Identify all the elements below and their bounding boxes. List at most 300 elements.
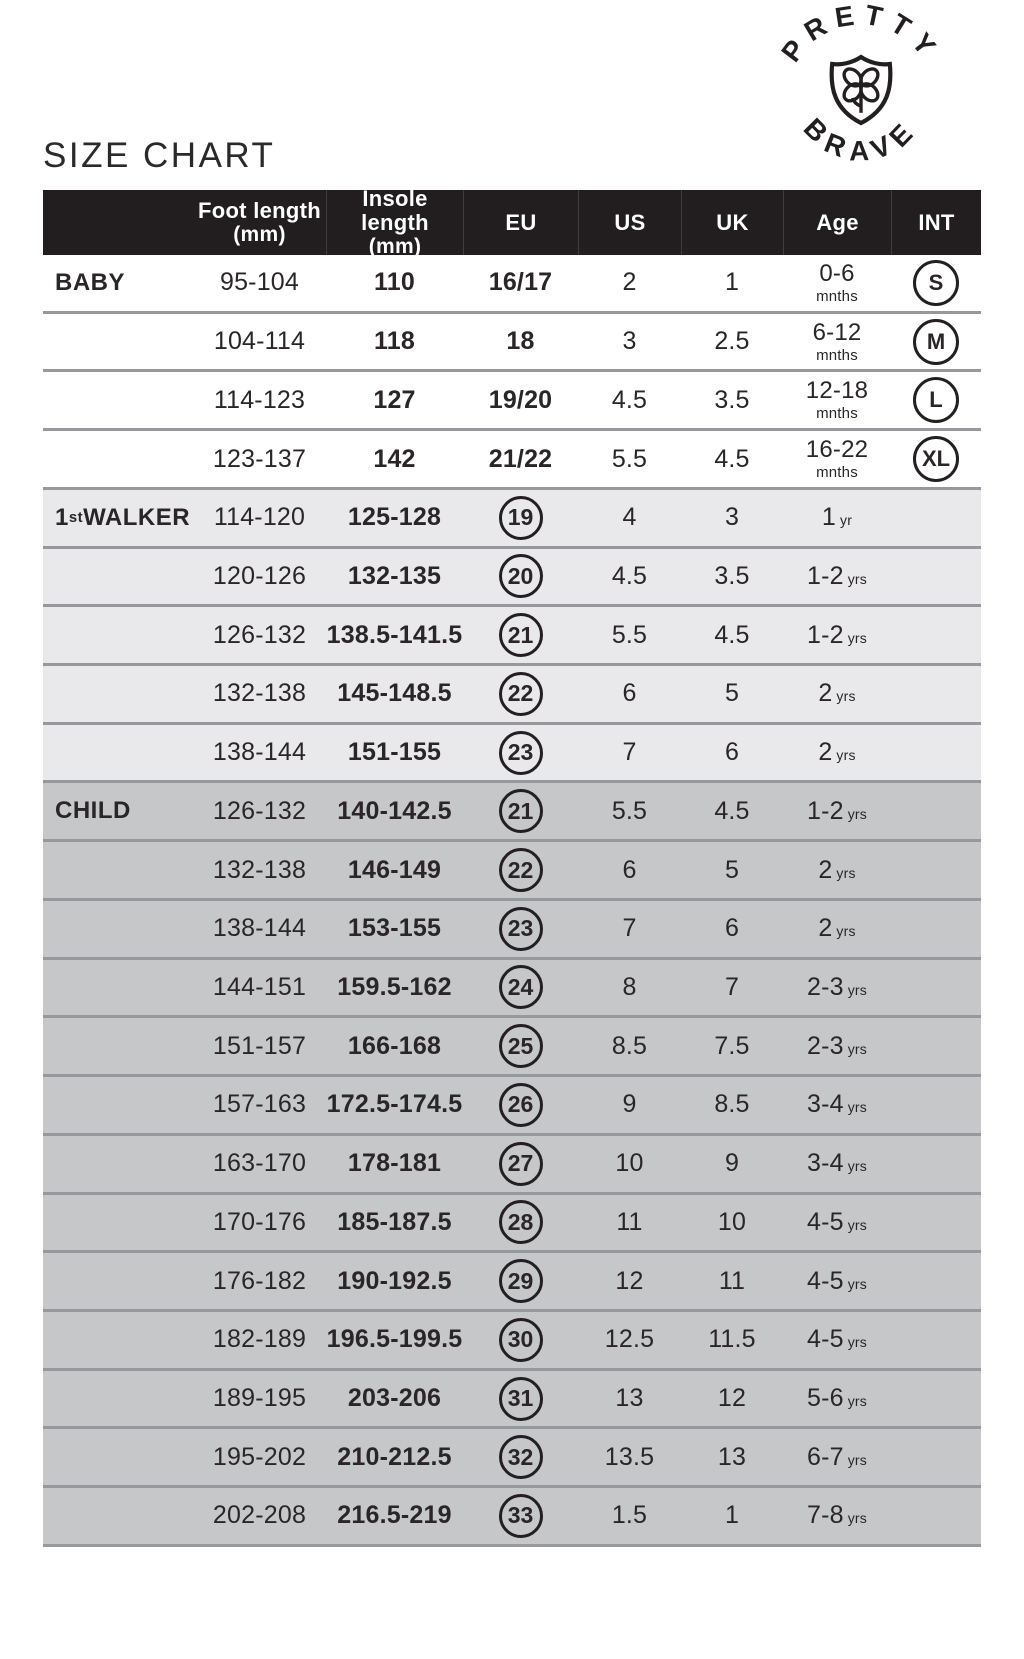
table-row-first-walker: [43, 490, 981, 549]
cell-insole-length: [326, 255, 463, 311]
cell-uk-size: 10: [717, 1207, 747, 1236]
cell-uk-size: 7: [724, 972, 740, 1001]
age-number: 2: [818, 679, 833, 708]
cell-foot-length: 151-157: [212, 1031, 307, 1060]
cell-insole-length: [326, 1253, 463, 1309]
cell-uk-size: 6: [724, 914, 740, 943]
cell-eu-size: [463, 1018, 578, 1074]
cell-uk-size: 6: [724, 738, 740, 767]
header-cell-age: [783, 190, 891, 255]
header-sublabel: (mm): [368, 234, 422, 258]
header-cell-foot-length: [193, 190, 326, 255]
int-size-badge: XL: [913, 436, 959, 482]
cell-age: [783, 666, 891, 722]
cell-uk-size: 4.5: [714, 796, 750, 825]
age-number: 1: [821, 503, 837, 532]
cell-foot-length: 132-138: [212, 679, 307, 708]
cell-us-size: 5.5: [611, 444, 648, 473]
cell-int-size: [891, 725, 981, 781]
cell-uk-size: 3.5: [714, 385, 750, 414]
cell-age: [783, 725, 891, 781]
header-label: Foot length: [197, 197, 322, 223]
cell-age: [783, 314, 891, 370]
age-value-group: [807, 1090, 867, 1119]
age-value-group: [807, 1443, 867, 1472]
header-label: Age: [816, 209, 859, 235]
cell-age: [783, 960, 891, 1016]
age-unit: yrs: [847, 981, 867, 998]
table-row-baby: [43, 431, 981, 490]
age-unit: yr: [840, 512, 853, 529]
cell-eu-size: [463, 1371, 578, 1427]
age-value-group: [818, 914, 855, 943]
cell-uk-size: 9: [724, 1149, 740, 1178]
cell-int-size: [891, 1371, 981, 1427]
age-number: 2-3: [807, 1031, 844, 1060]
section-label-text: CHILD: [55, 797, 131, 825]
cell-age: [783, 431, 891, 487]
insole-value: 203-206: [347, 1384, 442, 1413]
cell-int-size: [891, 1195, 981, 1251]
cell-uk-size: 7.5: [714, 1031, 750, 1060]
eu-size-badge: 25: [499, 1024, 543, 1068]
insole-value: 210-212.5: [337, 1442, 452, 1471]
cell-insole-length: [326, 1371, 463, 1427]
cell-age: [783, 1136, 891, 1192]
cell-eu-size: [463, 666, 578, 722]
cell-eu-size: [463, 1077, 578, 1133]
cell-section-label: [43, 1195, 193, 1251]
cell-us-size: 13.5: [604, 1442, 655, 1471]
age-unit: yrs: [847, 1275, 867, 1292]
insole-value: 172.5-174.5: [326, 1090, 463, 1119]
eu-size-badge: 22: [499, 848, 543, 892]
cell-section-label: [43, 1488, 193, 1544]
cell-eu-size: [463, 1429, 578, 1485]
eu-size-badge: 26: [499, 1083, 543, 1127]
age-number: 5-6: [807, 1384, 844, 1413]
age-number: 2: [818, 914, 833, 943]
cell-section-label: [43, 1018, 193, 1074]
cell-eu-size: [463, 372, 578, 428]
cell-foot-length: 123-137: [212, 444, 307, 473]
cell-us-size: 6: [622, 679, 637, 708]
age-value-group: [807, 973, 867, 1002]
table-row-child: [43, 1253, 981, 1312]
insole-value: 159.5-162: [337, 972, 452, 1001]
cell-uk-size: 5: [724, 679, 740, 708]
cell-int-size: [891, 842, 981, 898]
cell-uk-size: 3: [724, 503, 740, 532]
cell-us-size: 5.5: [611, 620, 648, 649]
cell-eu-size: [463, 255, 578, 311]
cell-insole-length: [326, 1077, 463, 1133]
cell-insole-length: [326, 783, 463, 839]
cell-foot-length: 182-189: [212, 1325, 307, 1354]
age-value-group: [807, 1208, 867, 1237]
cell-age: [783, 1429, 891, 1485]
cell-section-label: [43, 725, 193, 781]
table-header-row: [43, 185, 981, 258]
age-number: 4-5: [807, 1325, 844, 1354]
table-row-child: [43, 842, 981, 901]
insole-value: 153-155: [347, 914, 442, 943]
cell-foot-length: 202-208: [212, 1501, 307, 1530]
int-size-badge: M: [913, 319, 959, 365]
age-number: 1-2: [807, 561, 844, 590]
cell-us-size: 11: [616, 1207, 643, 1236]
cell-foot-length: 95-104: [219, 268, 300, 297]
cell-section-label: [43, 783, 193, 839]
cell-age: [783, 1077, 891, 1133]
age-unit: mnths: [816, 346, 858, 364]
age-number: 2: [818, 855, 833, 884]
cell-insole-length: [326, 490, 463, 546]
cell-eu-size: [463, 1253, 578, 1309]
age-number: 12-18: [805, 377, 869, 405]
cell-foot-length: 126-132: [212, 620, 307, 649]
age-value-group: [818, 679, 855, 708]
age-unit: yrs: [836, 747, 856, 764]
cell-insole-length: [326, 1195, 463, 1251]
cell-eu-size: [463, 314, 578, 370]
cell-us-size: 13: [615, 1384, 644, 1413]
table-row-first-walker: [43, 725, 981, 784]
insole-value: 166-168: [347, 1031, 442, 1060]
cell-int-size: [891, 314, 981, 370]
insole-value: 145-148.5: [337, 679, 452, 708]
table-row-baby: [43, 314, 981, 373]
cell-uk-size: 8.5: [714, 1090, 750, 1119]
cell-insole-length: [326, 1429, 463, 1485]
age-value-group: [818, 856, 855, 885]
age-number: 4-5: [807, 1207, 844, 1236]
age-number: 4-5: [807, 1266, 844, 1295]
cell-int-size: [891, 960, 981, 1016]
cell-foot-length: 126-132: [212, 796, 307, 825]
cell-insole-length: [326, 1312, 463, 1368]
age-unit: yrs: [847, 1334, 867, 1351]
cell-foot-length: 157-163: [212, 1090, 307, 1119]
cell-age: [783, 901, 891, 957]
section-label-text: st: [68, 509, 84, 526]
cell-foot-length: 176-182: [212, 1266, 307, 1295]
age-unit: yrs: [836, 688, 856, 705]
cell-age: [783, 490, 891, 546]
cell-section-label: [43, 1136, 193, 1192]
age-value-group: [807, 1267, 867, 1296]
cell-int-size: [891, 1077, 981, 1133]
cell-us-size: 7: [622, 914, 637, 943]
eu-size-badge: 28: [499, 1200, 543, 1244]
shield-clover-icon: [832, 57, 891, 123]
cell-uk-size: 2.5: [714, 327, 750, 356]
age-number: 6-12: [812, 318, 862, 346]
eu-size-badge: 22: [499, 672, 543, 716]
insole-value: 127: [373, 385, 416, 414]
cell-age: [783, 1195, 891, 1251]
cell-section-label: [43, 372, 193, 428]
cell-us-size: 10: [615, 1149, 644, 1178]
cell-us-size: 4.5: [611, 561, 648, 590]
age-value-group: [818, 738, 855, 767]
insole-value: 190-192.5: [337, 1266, 452, 1295]
insole-value: 142: [373, 444, 416, 473]
age-value-group: [807, 1501, 867, 1530]
cell-foot-length: 132-138: [212, 855, 307, 884]
cell-int-size: [891, 607, 981, 663]
cell-insole-length: [326, 842, 463, 898]
table-row-child: [43, 1371, 981, 1430]
eu-size-badge: 23: [499, 731, 543, 775]
eu-value: 19/20: [488, 385, 553, 414]
cell-section-label: [43, 666, 193, 722]
cell-insole-length: [326, 1018, 463, 1074]
age-unit: yrs: [847, 1158, 867, 1175]
age-unit: mnths: [816, 405, 858, 423]
insole-value: 151-155: [347, 738, 442, 767]
header-cell-uk: [681, 190, 783, 255]
cell-section-label: [43, 1371, 193, 1427]
table-row-child: [43, 1136, 981, 1195]
size-chart-table: [43, 185, 981, 1547]
eu-size-badge: 32: [499, 1435, 543, 1479]
table-row-child: [43, 1429, 981, 1488]
cell-foot-length: 138-144: [212, 914, 307, 943]
cell-int-size: [891, 1253, 981, 1309]
page-title: SIZE CHART: [43, 136, 276, 175]
cell-uk-size: 11: [718, 1266, 746, 1295]
cell-insole-length: [326, 1488, 463, 1544]
cell-age: [783, 549, 891, 605]
cell-age: [783, 1312, 891, 1368]
cell-us-size: 5.5: [611, 796, 648, 825]
cell-eu-size: [463, 549, 578, 605]
cell-uk-size: 4.5: [714, 444, 750, 473]
cell-us-size: 7: [622, 738, 637, 767]
eu-value: 21/22: [488, 444, 553, 473]
age-unit: yrs: [847, 1040, 867, 1057]
age-value-group: [822, 503, 852, 532]
age-unit: mnths: [816, 464, 858, 482]
cell-int-size: [891, 1488, 981, 1544]
header-cell-insole-length: [326, 185, 463, 258]
eu-size-badge: 29: [499, 1259, 543, 1303]
table-row-child: [43, 1488, 981, 1547]
cell-insole-length: [326, 431, 463, 487]
cell-eu-size: [463, 490, 578, 546]
cell-foot-length: 189-195: [212, 1384, 307, 1413]
cell-int-size: [891, 1429, 981, 1485]
eu-size-badge: 27: [499, 1142, 543, 1186]
logo-arc-top-text: PRETTY: [775, 4, 947, 68]
header-label: EU: [505, 209, 537, 235]
cell-insole-length: [326, 607, 463, 663]
age-number: 2: [818, 738, 833, 767]
cell-int-size: [891, 1312, 981, 1368]
age-unit: yrs: [847, 570, 867, 587]
section-label-text: BABY: [55, 268, 126, 296]
age-value-group: [807, 1149, 867, 1178]
age-unit: yrs: [847, 629, 867, 646]
age-unit: yrs: [836, 864, 856, 881]
cell-foot-length: 114-123: [213, 385, 306, 414]
int-size-badge: L: [913, 377, 959, 423]
header-label: UK: [716, 209, 749, 235]
cell-section-label: [43, 255, 193, 311]
table-row-baby: [43, 255, 981, 314]
brand-logo: [765, 4, 957, 190]
table-row-first-walker: [43, 549, 981, 608]
insole-value: 118: [374, 327, 415, 356]
cell-foot-length: 163-170: [212, 1149, 307, 1178]
cell-section-label: [43, 901, 193, 957]
cell-uk-size: 12: [717, 1384, 747, 1413]
cell-age: [783, 1488, 891, 1544]
cell-us-size: 3: [622, 327, 637, 356]
cell-eu-size: [463, 783, 578, 839]
eu-size-badge: 21: [499, 789, 543, 833]
eu-value: 18: [506, 327, 535, 356]
age-unit: yrs: [847, 1099, 867, 1116]
table-row-child: [43, 960, 981, 1019]
eu-size-badge: 30: [499, 1318, 543, 1362]
eu-size-badge: 31: [499, 1377, 543, 1421]
cell-us-size: 12.5: [604, 1325, 655, 1354]
eu-size-badge: 23: [499, 907, 543, 951]
cell-age: [783, 1018, 891, 1074]
age-value-group: [807, 1384, 867, 1413]
cell-uk-size: 5: [724, 855, 740, 884]
insole-value: 140-142.5: [337, 796, 452, 825]
eu-size-badge: 19: [499, 496, 543, 540]
cell-us-size: 4: [622, 503, 637, 532]
cell-eu-size: [463, 842, 578, 898]
header-cell-empty: [43, 190, 193, 255]
age-value-group: [806, 379, 868, 421]
age-value-group: [807, 797, 867, 826]
cell-age: [783, 1253, 891, 1309]
cell-int-size: [891, 431, 981, 487]
cell-eu-size: [463, 901, 578, 957]
table-row-child: [43, 1018, 981, 1077]
cell-insole-length: [326, 666, 463, 722]
cell-section-label: [43, 1429, 193, 1485]
cell-eu-size: [463, 725, 578, 781]
table-row-baby: [43, 372, 981, 431]
cell-section-label: [43, 1077, 193, 1133]
age-value-group: [807, 1325, 867, 1354]
cell-insole-length: [326, 314, 463, 370]
age-value-group: [806, 438, 868, 480]
cell-uk-size: 4.5: [714, 620, 750, 649]
age-unit: yrs: [847, 1510, 867, 1527]
cell-foot-length: 120-126: [212, 561, 307, 590]
insole-value: 178-181: [347, 1149, 442, 1178]
table-row-child: [43, 1312, 981, 1371]
cell-eu-size: [463, 431, 578, 487]
age-number: 6-7: [807, 1442, 844, 1471]
cell-age: [783, 842, 891, 898]
age-unit: yrs: [847, 1393, 867, 1410]
age-value-group: [807, 1032, 867, 1061]
cell-section-label: [43, 607, 193, 663]
cell-uk-size: 11.5: [708, 1325, 756, 1354]
age-number: 3-4: [807, 1149, 844, 1178]
header-sublabel: (mm): [233, 222, 286, 246]
table-body: [43, 255, 981, 1547]
header-label: Insole length: [361, 185, 429, 235]
header-cell-eu: [463, 190, 578, 255]
cell-age: [783, 607, 891, 663]
cell-us-size: 6: [622, 855, 637, 884]
cell-insole-length: [326, 549, 463, 605]
insole-value: 125-128: [347, 503, 442, 532]
cell-us-size: 8.5: [611, 1031, 648, 1060]
int-size-badge: S: [913, 260, 959, 306]
cell-insole-length: [326, 372, 463, 428]
cell-uk-size: 1: [724, 268, 740, 297]
cell-int-size: [891, 783, 981, 839]
cell-foot-length: 114-120: [213, 503, 306, 532]
age-number: 2-3: [807, 972, 844, 1001]
eu-size-badge: 21: [499, 613, 543, 657]
insole-value: 146-149: [347, 855, 442, 884]
cell-int-size: [891, 372, 981, 428]
cell-foot-length: 144-151: [212, 972, 307, 1001]
table-row-child: [43, 901, 981, 960]
age-unit: yrs: [847, 1451, 867, 1468]
eu-size-badge: 24: [499, 965, 543, 1009]
cell-section-label: [43, 1253, 193, 1309]
cell-section-label: [43, 1312, 193, 1368]
table-row-child: [43, 783, 981, 842]
cell-int-size: [891, 549, 981, 605]
cell-section-label: [43, 314, 193, 370]
cell-int-size: [891, 1136, 981, 1192]
insole-value: 196.5-199.5: [326, 1325, 463, 1354]
age-number: 7-8: [807, 1501, 844, 1530]
cell-int-size: [891, 1018, 981, 1074]
cell-eu-size: [463, 960, 578, 1016]
cell-foot-length: 104-114: [213, 327, 306, 356]
header-cell-int: [891, 190, 981, 255]
cell-us-size: 1.5: [611, 1501, 648, 1530]
cell-foot-length: 138-144: [212, 738, 307, 767]
cell-uk-size: 13: [717, 1442, 747, 1471]
cell-section-label: [43, 549, 193, 605]
cell-insole-length: [326, 1136, 463, 1192]
age-value-group: [807, 621, 867, 650]
age-number: 1-2: [807, 796, 844, 825]
cell-int-size: [891, 490, 981, 546]
cell-insole-length: [326, 960, 463, 1016]
logo-arc-bottom-text: BRAVE: [797, 112, 925, 167]
table-row-child: [43, 1077, 981, 1136]
eu-size-badge: 20: [499, 554, 543, 598]
age-unit: mnths: [816, 287, 858, 305]
cell-eu-size: [463, 1195, 578, 1251]
age-value-group: [807, 562, 867, 591]
insole-value: 110: [374, 268, 415, 297]
age-number: 0-6: [819, 259, 855, 287]
cell-eu-size: [463, 1488, 578, 1544]
insole-value: 132-135: [347, 561, 442, 590]
header-label: US: [614, 209, 646, 235]
cell-foot-length: 195-202: [212, 1442, 307, 1471]
age-value-group: [812, 318, 862, 364]
insole-value: 185-187.5: [337, 1207, 452, 1236]
